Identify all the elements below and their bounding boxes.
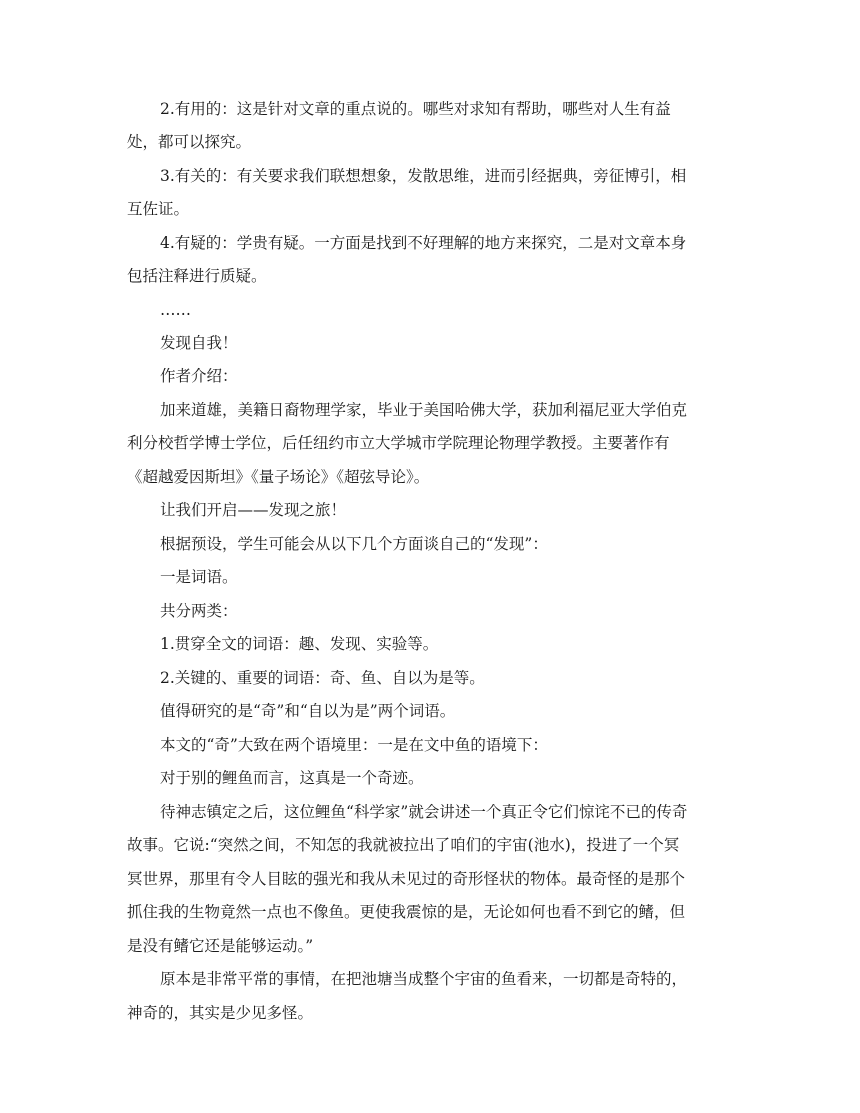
text-line: 1.贯穿全文的词语：趣、发现、实验等。 xyxy=(160,635,439,653)
text-line: 本文的“奇”大致在两个语境里：一是在文中鱼的语境下： xyxy=(160,736,548,754)
text-line: 共分两类： xyxy=(160,602,238,620)
text-line: 让我们开启——发现之旅！ xyxy=(160,501,347,519)
section-heading: 发现自我！ xyxy=(160,334,238,352)
text-line: 冥世界，那里有令人目眩的强光和我从未见过的奇形怪状的物体。最奇怪的是那个 xyxy=(127,870,686,888)
text-line: 《超越爱因斯坦》《量子场论》《超弦导论》。 xyxy=(127,468,430,486)
text-line: 值得研究的是“奇”和“自以为是”两个词语。 xyxy=(160,702,456,720)
text-line: 2.关键的、重要的词语：奇、鱼、自以为是等。 xyxy=(160,669,485,687)
text-line: 是没有鳍它还是能够运动。” xyxy=(127,937,314,955)
text-line: 待神志镇定之后，这位鲤鱼“科学家”就会讲述一个真正令它们惊诧不已的传奇 xyxy=(160,803,688,821)
text-line: 互佐证。 xyxy=(127,200,190,218)
text-line: 故事。它说:“突然之间，不知怎的我就被拉出了咱们的宇宙(池水)，投进了一个冥 xyxy=(127,836,680,854)
text-line: 对于别的鲤鱼而言，这真是一个奇迹。 xyxy=(160,769,424,787)
text-line: 4.有疑的：学贵有疑。一方面是找到不好理解的地方来探究，二是对文章本身 xyxy=(160,234,687,252)
text-line: 2.有用的：这是针对文章的重点说的。哪些对求知有帮助，哪些对人生有益 xyxy=(160,100,671,118)
text-line: 包括注释进行质疑。 xyxy=(127,267,267,285)
text-line: 根据预设，学生可能会从以下几个方面谈自己的“发现”： xyxy=(160,535,548,553)
text-line: 处，都可以探究。 xyxy=(127,133,252,151)
text-line: 抓住我的生物竟然一点也不像鱼。更使我震惊的是，无论如何也看不到它的鳍，但 xyxy=(127,903,686,921)
ellipsis-line: …… xyxy=(160,301,191,319)
text-line: 加来道雄，美籍日裔物理学家，毕业于美国哈佛大学，获加利福尼亚大学伯克 xyxy=(160,401,688,419)
text-line: 神奇的，其实是少见多怪。 xyxy=(127,1004,314,1022)
section-heading: 作者介绍： xyxy=(160,367,238,385)
text-line: 利分校哲学博士学位，后任纽约市立大学城市学院理论物理学教授。主要著作有 xyxy=(127,434,670,452)
text-line: 一是词语。 xyxy=(160,568,238,586)
text-line: 3.有关的：有关要求我们联想想象，发散思维，进而引经据典，旁征博引，相 xyxy=(160,167,687,185)
text-line: 原本是非常平常的事情，在把池塘当成整个宇宙的鱼看来，一切都是奇特的， xyxy=(160,970,688,988)
